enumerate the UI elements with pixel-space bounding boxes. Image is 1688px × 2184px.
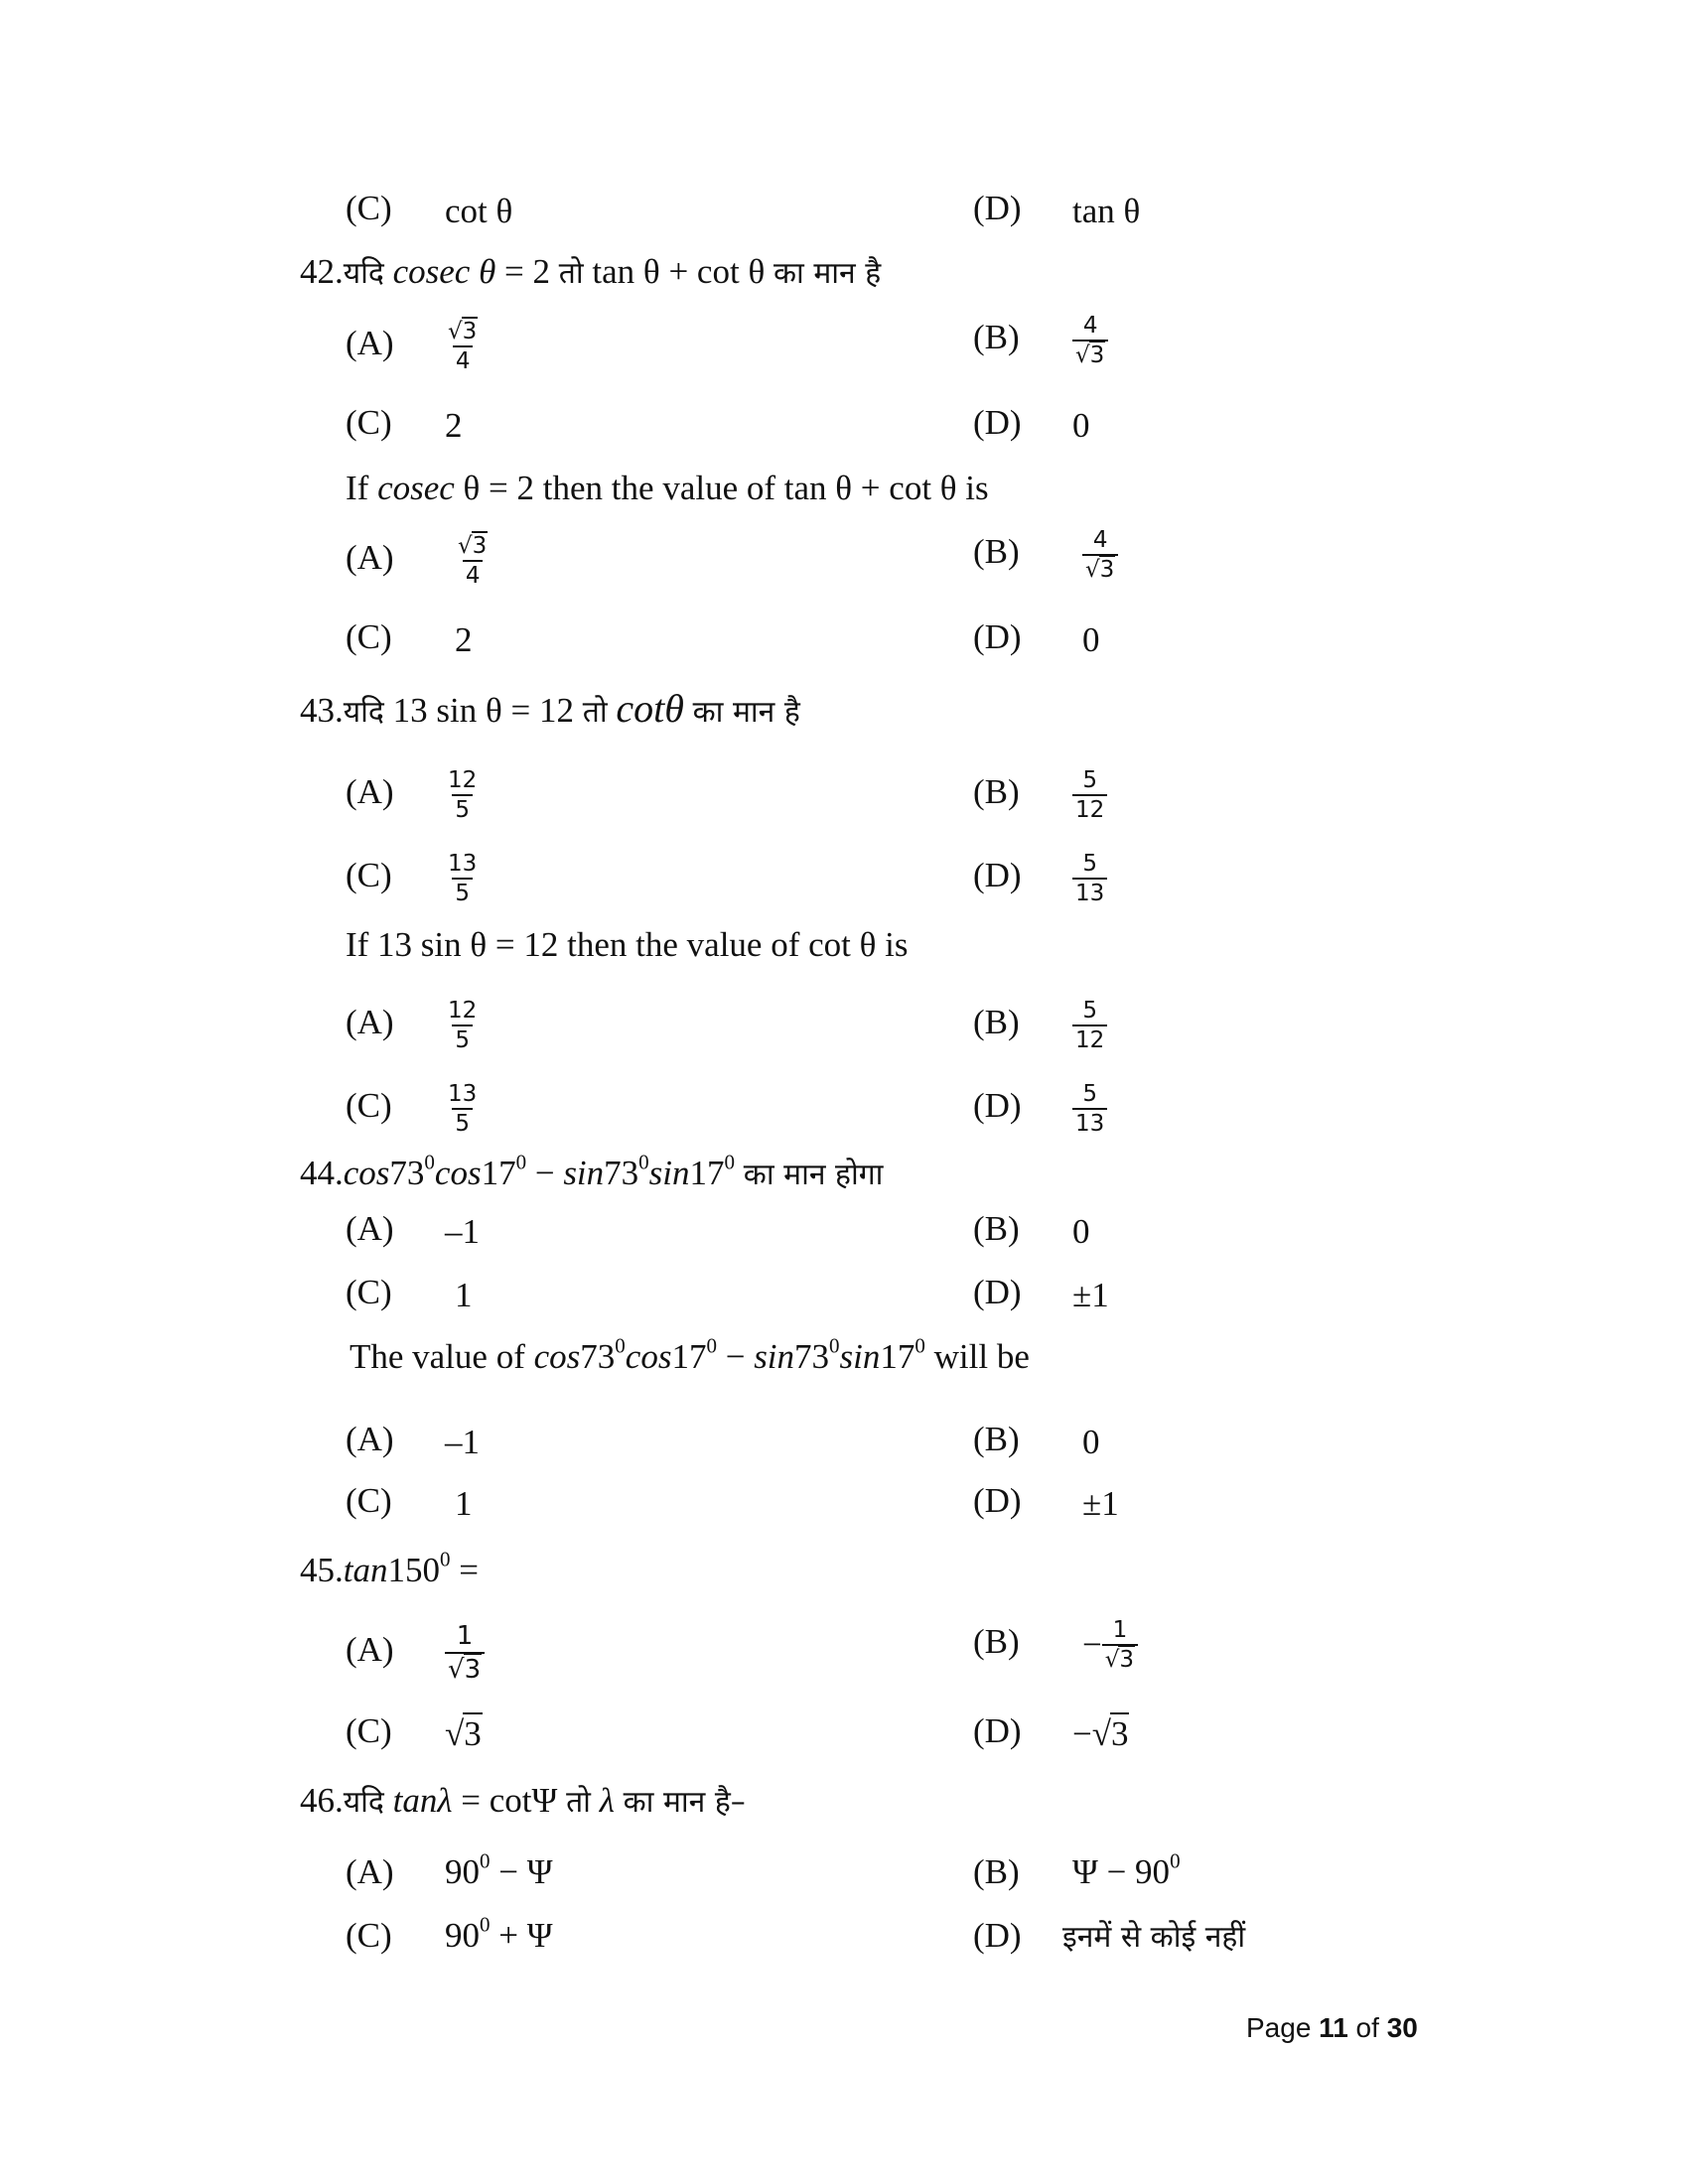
hindi-text: यदि bbox=[343, 256, 384, 291]
option-label: (D) bbox=[973, 403, 1022, 442]
math-text: 17 bbox=[481, 1154, 516, 1192]
option-a bbox=[346, 766, 480, 824]
hindi-text: का मान है bbox=[773, 256, 882, 291]
page-number: 11 bbox=[1319, 2012, 1348, 2043]
numerator: 5 bbox=[1082, 1081, 1097, 1107]
math-text: 17 bbox=[689, 1154, 725, 1192]
option-value: 1 bbox=[455, 1483, 473, 1523]
degree-sign: 0 bbox=[480, 1848, 491, 1873]
option-a bbox=[346, 1418, 480, 1464]
degree-sign: 0 bbox=[724, 1150, 736, 1174]
option-label: (B) bbox=[973, 1209, 1020, 1248]
fraction: $\frac{1}{√3}$ bbox=[1102, 1616, 1138, 1674]
denominator: 5 bbox=[452, 794, 473, 824]
math-text: sin bbox=[754, 1337, 795, 1376]
radicand: 3 bbox=[1089, 342, 1105, 368]
page-word: Page bbox=[1246, 2012, 1320, 2043]
english-text: If bbox=[346, 469, 378, 507]
option-b bbox=[973, 1616, 1138, 1674]
fraction bbox=[445, 997, 480, 1054]
math-text: tanλ bbox=[392, 1781, 453, 1820]
of-word: of bbox=[1347, 2012, 1387, 2043]
option-a bbox=[346, 1207, 480, 1254]
english-text: If 13 sin θ = 12 then the value of cot θ is bbox=[346, 925, 909, 964]
option-label: (C) bbox=[346, 1711, 392, 1750]
option-label: (D) bbox=[973, 1273, 1022, 1311]
degree-sign: 0 bbox=[914, 1333, 925, 1358]
fraction: $\frac{√3}{4}$ bbox=[448, 319, 478, 374]
option-label: (C) bbox=[346, 1916, 392, 1955]
option-label: (B) bbox=[973, 1003, 1020, 1042]
option-a bbox=[346, 997, 480, 1054]
option-value: cot θ bbox=[445, 191, 513, 230]
option-b bbox=[973, 1418, 1100, 1464]
numerator: 1 bbox=[1112, 1617, 1128, 1643]
option-value: −√3 bbox=[1072, 1713, 1129, 1753]
question-number: 43. bbox=[300, 691, 344, 730]
option-label: (A) bbox=[346, 1209, 394, 1248]
option-c-prev bbox=[346, 187, 512, 233]
option-c bbox=[346, 1271, 473, 1317]
question-42-english bbox=[346, 467, 989, 510]
radicand: 3 bbox=[1110, 1713, 1129, 1753]
option-d bbox=[973, 1271, 1109, 1317]
fraction bbox=[1072, 1080, 1107, 1138]
radicand: 3 bbox=[472, 533, 488, 559]
option-label: (D) bbox=[973, 1481, 1022, 1520]
option-label: (B) bbox=[973, 318, 1020, 357]
question-number: 44. bbox=[300, 1154, 344, 1192]
math-text: 73 bbox=[794, 1337, 830, 1376]
numerator: 13 bbox=[448, 1081, 478, 1107]
option-value: 0 bbox=[1082, 1422, 1100, 1461]
option-d bbox=[973, 850, 1107, 907]
degree-sign: 0 bbox=[439, 1547, 451, 1571]
option-label: (A) bbox=[346, 538, 394, 578]
option-value: ±1 bbox=[1082, 1483, 1119, 1523]
math-text: 73 bbox=[604, 1154, 639, 1192]
option-d bbox=[973, 401, 1090, 448]
denominator: 12 bbox=[1072, 1024, 1107, 1054]
degree-sign: 0 bbox=[829, 1333, 840, 1358]
option-value: + Ψ bbox=[490, 1916, 553, 1955]
denominator: 5 bbox=[452, 1108, 473, 1138]
math-text: 73 bbox=[389, 1154, 425, 1192]
option-value: ±1 bbox=[1072, 1275, 1109, 1314]
hindi-text: यदि bbox=[343, 695, 384, 730]
option-c bbox=[346, 1479, 473, 1526]
math-text: θ bbox=[479, 252, 496, 291]
math-text: cosec bbox=[377, 469, 455, 507]
option-c bbox=[346, 1914, 553, 1958]
question-42-hindi bbox=[300, 250, 881, 296]
option-c bbox=[346, 1080, 480, 1138]
degree-sign: 0 bbox=[1170, 1848, 1181, 1873]
option-label: (A) bbox=[346, 324, 394, 363]
option-label: (A) bbox=[346, 1003, 394, 1042]
option-value: –1 bbox=[445, 1422, 480, 1461]
question-44-english bbox=[350, 1335, 1030, 1379]
numerator: 4 bbox=[1082, 313, 1098, 339]
option-value: − Ψ bbox=[490, 1852, 553, 1891]
math-text: sin bbox=[839, 1337, 881, 1376]
math-text: = cotΨ bbox=[452, 1781, 567, 1820]
math-text: tan bbox=[343, 1551, 388, 1589]
denominator: 5 bbox=[452, 878, 473, 907]
math-text: λ bbox=[599, 1781, 615, 1820]
option-label: (D) bbox=[973, 856, 1022, 895]
degree-sign: 0 bbox=[515, 1150, 527, 1174]
fraction bbox=[445, 850, 480, 907]
hindi-text: तो bbox=[582, 695, 608, 730]
option-d bbox=[973, 1479, 1119, 1526]
option-value: 90 bbox=[445, 1916, 480, 1955]
option-label: (C) bbox=[346, 1273, 392, 1311]
numerator: 13 bbox=[448, 851, 478, 877]
question-43-english bbox=[346, 923, 909, 967]
option-b bbox=[973, 1850, 1181, 1894]
page-total: 30 bbox=[1386, 2012, 1418, 2043]
math-text: 13 sin θ = 12 bbox=[383, 691, 583, 730]
math-text: 17 bbox=[671, 1337, 707, 1376]
numerator: 5 bbox=[1082, 851, 1097, 877]
fraction bbox=[1072, 850, 1107, 907]
minus-sign: − bbox=[1072, 1713, 1092, 1753]
fraction bbox=[1072, 766, 1107, 824]
option-label: (B) bbox=[973, 1420, 1020, 1458]
option-label: (D) bbox=[973, 1916, 1022, 1955]
option-label: (D) bbox=[973, 189, 1022, 227]
option-value: –1 bbox=[445, 1211, 480, 1251]
minus-sign: − bbox=[1082, 1625, 1102, 1664]
math-text: − bbox=[716, 1337, 755, 1376]
option-value: 1 bbox=[455, 1275, 473, 1314]
option-label: (C) bbox=[346, 1086, 392, 1126]
english-text: The value of bbox=[350, 1337, 534, 1376]
denominator: 13 bbox=[1072, 1108, 1107, 1138]
radicand: 3 bbox=[462, 319, 478, 344]
math-text: = bbox=[450, 1551, 479, 1589]
math-text: = 2 bbox=[495, 252, 559, 291]
math-text: sin bbox=[563, 1154, 605, 1192]
option-a bbox=[346, 1620, 485, 1686]
numerator: 4 bbox=[1092, 527, 1108, 553]
question-45 bbox=[300, 1549, 479, 1592]
degree-sign: 0 bbox=[706, 1333, 717, 1358]
hindi-text: का मान है– bbox=[623, 1785, 746, 1820]
degree-sign: 0 bbox=[638, 1150, 649, 1174]
degree-sign: 0 bbox=[424, 1150, 435, 1174]
math-text: cos bbox=[343, 1154, 390, 1192]
option-value: इनमें से कोई नहीं bbox=[1062, 1920, 1246, 1955]
option-label: (C) bbox=[346, 403, 392, 442]
fraction: $\frac{√3}{4}$ bbox=[458, 533, 488, 589]
option-d-prev bbox=[973, 187, 1140, 233]
english-text: θ = 2 then the value of tan θ + cot θ is bbox=[454, 469, 989, 507]
degree-sign: 0 bbox=[615, 1333, 626, 1358]
option-label: (A) bbox=[346, 1420, 394, 1458]
option-d bbox=[973, 1709, 1129, 1756]
option-value: 0 bbox=[1072, 405, 1090, 445]
page-footer bbox=[1246, 2012, 1418, 2044]
option-b bbox=[973, 526, 1118, 584]
denominator: 13 bbox=[1072, 878, 1107, 907]
option-c bbox=[346, 615, 473, 662]
option-label: (D) bbox=[973, 1711, 1022, 1750]
option-value: 2 bbox=[455, 619, 473, 659]
radicand: 3 bbox=[1099, 557, 1115, 583]
denominator: 5 bbox=[452, 1024, 473, 1054]
option-label: (D) bbox=[973, 1086, 1022, 1126]
math-text: tan θ + cot θ bbox=[583, 252, 774, 291]
math-text: 150 bbox=[387, 1551, 440, 1589]
question-number: 46. bbox=[300, 1781, 344, 1820]
fraction: $\frac{4}{√3}$ bbox=[1072, 312, 1108, 369]
numerator: 1 bbox=[456, 1621, 474, 1651]
option-label: (A) bbox=[346, 1852, 394, 1891]
option-b bbox=[973, 997, 1107, 1054]
option-value: 0 bbox=[1082, 619, 1100, 659]
fraction: $\frac{1}{√3}$ bbox=[445, 1620, 485, 1686]
radicand: 3 bbox=[464, 1655, 482, 1685]
english-text: will be bbox=[924, 1337, 1030, 1376]
fraction bbox=[1072, 997, 1107, 1054]
option-a bbox=[346, 532, 491, 590]
option-label: (C) bbox=[346, 856, 392, 895]
question-46 bbox=[300, 1779, 746, 1825]
option-value: 90 bbox=[445, 1852, 480, 1891]
math-text: 17 bbox=[880, 1337, 915, 1376]
math-text: cotθ bbox=[616, 686, 684, 731]
option-label: (A) bbox=[346, 1630, 394, 1670]
option-c bbox=[346, 1709, 483, 1756]
option-a bbox=[346, 318, 481, 375]
hindi-text: तो bbox=[558, 256, 584, 291]
option-label: (C) bbox=[346, 189, 392, 227]
radicand: 3 bbox=[1119, 1647, 1135, 1673]
degree-sign: 0 bbox=[480, 1912, 491, 1937]
fraction bbox=[445, 766, 480, 824]
math-text: cos bbox=[434, 1154, 482, 1192]
hindi-text: तो bbox=[566, 1785, 591, 1820]
option-c bbox=[346, 401, 463, 448]
radicand: 3 bbox=[464, 1713, 482, 1753]
hindi-text: का मान है bbox=[692, 695, 800, 730]
option-a bbox=[346, 1850, 553, 1894]
math-text: cos bbox=[533, 1337, 581, 1376]
fraction bbox=[445, 1080, 480, 1138]
option-label: (B) bbox=[973, 1852, 1020, 1891]
numerator: 12 bbox=[448, 998, 478, 1024]
denominator: 4 bbox=[463, 560, 484, 590]
option-c bbox=[346, 850, 480, 907]
option-label: (B) bbox=[973, 772, 1020, 812]
option-value: Ψ − 90 bbox=[1072, 1852, 1171, 1891]
option-label: (D) bbox=[973, 617, 1022, 656]
option-b bbox=[973, 312, 1108, 369]
option-d bbox=[973, 1914, 1245, 1960]
option-b bbox=[973, 766, 1107, 824]
hindi-text: यदि bbox=[343, 1785, 384, 1820]
question-43-hindi bbox=[300, 687, 800, 735]
option-label: (B) bbox=[973, 1622, 1020, 1662]
question-44-hindi bbox=[300, 1152, 883, 1197]
numerator: 12 bbox=[448, 767, 478, 793]
option-d bbox=[973, 615, 1100, 662]
option-value: 0 bbox=[1072, 1211, 1090, 1251]
numerator: 5 bbox=[1082, 767, 1097, 793]
denominator: 4 bbox=[453, 345, 474, 375]
hindi-text: का मान होगा bbox=[743, 1158, 884, 1192]
math-text: cosec bbox=[392, 252, 471, 291]
math-text: 73 bbox=[580, 1337, 616, 1376]
option-label: (C) bbox=[346, 617, 392, 656]
fraction: $\frac{4}{√3}$ bbox=[1082, 526, 1118, 584]
option-label: (A) bbox=[346, 772, 394, 812]
option-d bbox=[973, 1080, 1107, 1138]
option-value: 2 bbox=[445, 405, 463, 445]
question-number: 42. bbox=[300, 252, 344, 291]
math-text: cos bbox=[625, 1337, 672, 1376]
denominator: 12 bbox=[1072, 794, 1107, 824]
numerator: 5 bbox=[1082, 998, 1097, 1024]
option-label: (B) bbox=[973, 532, 1020, 572]
math-text: sin bbox=[648, 1154, 690, 1192]
question-number: 45. bbox=[300, 1551, 344, 1589]
option-b bbox=[973, 1207, 1090, 1254]
option-value: tan θ bbox=[1072, 191, 1141, 230]
math-text: − bbox=[526, 1154, 564, 1192]
option-value: √3 bbox=[445, 1713, 482, 1753]
option-label: (C) bbox=[346, 1481, 392, 1520]
